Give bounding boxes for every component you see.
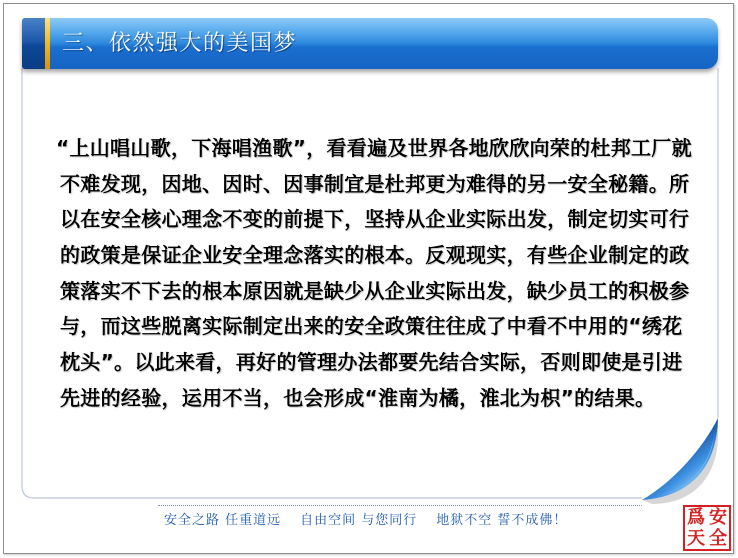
footer-slogan: 地狱不空 誓不成佛！ [436,513,568,528]
footer-slogan: 安全之路 任重道远 [164,513,282,528]
seal-char: 天 [687,527,705,549]
body-line: 先进的经验，运用不当，也会形成“淮南为橘，淮北为枳”的结果。 [60,385,656,410]
footer-slogan: 自由空间 与您同行 [300,513,418,528]
body-line: 枕头”。以此来看，再好的管理办法都要先结合实际，否则即使是引进 [60,350,683,375]
header-dark-block [22,18,45,69]
seal-char: 安 [709,506,727,528]
body-line: 的政策是保证企业安全理念落实的根本。反观现实，有些企业制定的政 [60,243,690,268]
page-curl [642,418,718,500]
body-line: 不难发现，因地、因时、因事制宜是杜邦更为难得的另一安全秘籍。所 [60,171,690,196]
seal-char: 爲 [687,506,705,528]
seal-char: 全 [709,527,727,549]
header-accent-stripe [45,18,50,69]
body-line: 策落实不下去的根本原因就是缺少从企业实际出发，缺少员工的积极参 [60,278,690,303]
header-bar [22,18,718,69]
slide-title: 三、依然强大的美国梦 [62,31,298,56]
footer-slogans [164,512,567,530]
body-line: 以在安全核心理念不变的前提下，坚持从企业实际出发，制定切实可行 [60,207,690,232]
body-line: 与，而这些脱离实际制定出来的安全政策往往成了中看不中用的“绣花 [60,314,683,339]
body-line: “上山唱山歌，下海唱渔歌”，看看遍及世界各地欣欣向荣的杜邦工厂就 [56,136,692,160]
body-paragraph [56,131,710,417]
footer-dotted-rule [158,505,642,506]
seal-stamp [683,505,731,551]
